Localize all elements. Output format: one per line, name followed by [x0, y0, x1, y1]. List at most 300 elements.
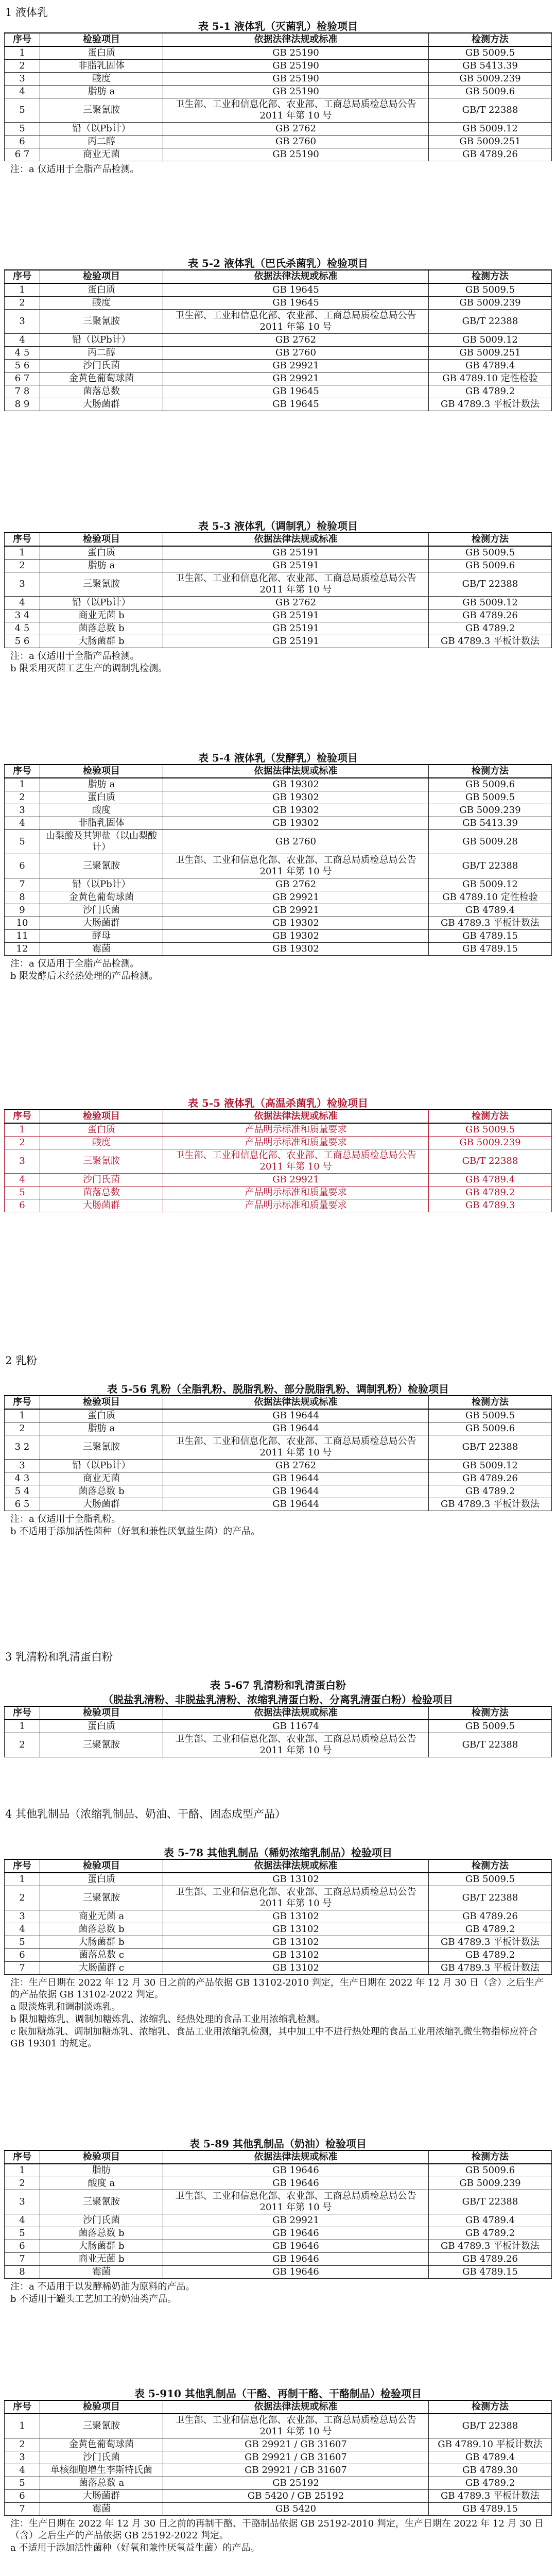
test-item: 蛋白质 [40, 1123, 163, 1137]
standard-basis: 卫生部、工业和信息化部、农业部、工商总局质检总局公告 2011 年第 10 号 [163, 1149, 429, 1174]
row-number: 3 [5, 1460, 40, 1472]
table-row [5, 1720, 552, 1733]
column-header: 检测方法 [429, 1396, 552, 1409]
test-method: GB 5009.12 [429, 597, 552, 609]
test-item: 大肠菌群 b [40, 1936, 163, 1949]
row-number: 6 [5, 1949, 40, 1962]
table-header-row [5, 1859, 552, 1873]
table-row [5, 60, 552, 73]
standard-basis: 卫生部、工业和信息化部、农业部、工商总局质检总局公告 2011 年第 10 号 [163, 98, 429, 123]
test-method: GB 5009.251 [429, 347, 552, 360]
test-method: GB 5009.239 [429, 2177, 552, 2190]
row-number: 3 4 [5, 609, 40, 622]
row-number: 8 9 [5, 398, 40, 411]
row-number: 1 [5, 2414, 40, 2438]
test-item: 铅（以Pb计） [40, 597, 163, 609]
test-item: 商业无菌 [40, 148, 163, 161]
standard-basis: GB 19645 [163, 385, 429, 398]
test-item: 大肠菌群 [40, 2490, 163, 2503]
standard-basis: 产品明示标准和质量要求 [163, 1199, 429, 1212]
table-row [5, 878, 552, 891]
table-row [5, 904, 552, 917]
row-number: 4 [5, 1174, 40, 1187]
column-header: 检测方法 [429, 2400, 552, 2414]
row-number: 5 [5, 123, 40, 135]
standard-basis: GB 19302 [163, 778, 429, 791]
test-item: 大肠菌群 [40, 398, 163, 411]
test-method: GB 5009.239 [429, 804, 552, 817]
table-note: a 限淡炼乳和调制淡炼乳。 [10, 2002, 121, 2012]
standard-basis: GB 25191 [163, 546, 429, 560]
table-caption: 表 5-4 液体乳（发酵乳）检验项目 [198, 752, 358, 764]
column-header: 序号 [5, 533, 40, 546]
column-header: 依据法律法规或标准 [163, 2400, 429, 2414]
test-item: 大肠菌群 b [40, 2240, 163, 2253]
standard-basis: GB 19302 [163, 817, 429, 830]
test-item: 丙二醇 [40, 347, 163, 360]
test-method: GB 5009.239 [429, 1137, 552, 1149]
test-item: 大肠菌群 [40, 1199, 163, 1212]
row-number: 4 3 [5, 1472, 40, 1485]
row-number: 4 [5, 2464, 40, 2477]
table-row [5, 1435, 552, 1460]
test-item: 酸度 [40, 73, 163, 86]
standard-basis: GB 19646 [163, 2253, 429, 2266]
column-header: 检验项目 [40, 2400, 163, 2414]
test-method: GB 4789.3 平板计数法 [429, 635, 552, 648]
row-number: 4 5 [5, 347, 40, 360]
standard-basis: GB 25191 [163, 635, 429, 648]
column-header: 依据法律法规或标准 [163, 1396, 429, 1409]
table-row [5, 360, 552, 372]
test-method: GB 4789.3 平板计数法 [429, 2240, 552, 2253]
standard-basis: GB 29921 [163, 372, 429, 385]
table-note: b 不适用于罐头工艺加工的奶油类产品。 [10, 2294, 177, 2304]
column-header: 依据法律法规或标准 [163, 2150, 429, 2164]
row-number: 5 6 [5, 635, 40, 648]
table-row [5, 334, 552, 347]
table-row [5, 372, 552, 385]
table-note: 注：生产日期在 2022 年 12 月 30 日之前的产品依据 GB 13102-2010 判定，生产日期在 2022 年 12 月 30 日（含）之后生产的产品依据 GB 13102-2022 判定。 [10, 1977, 544, 2000]
table-row [5, 398, 552, 411]
test-method: GB 5009.12 [429, 1460, 552, 1472]
row-number: 2 [5, 2438, 40, 2451]
column-header: 检验项目 [40, 270, 163, 283]
table-caption: 表 5-3 液体乳（调制乳）检验项目 [198, 520, 358, 532]
test-item: 脂肪 a [40, 1422, 163, 1435]
test-method: GB/T 22388 [429, 2190, 552, 2214]
column-header: 检验项目 [40, 1396, 163, 1409]
column-header: 检验项目 [40, 1859, 163, 1873]
column-header: 检验项目 [40, 765, 163, 778]
test-method: GB/T 22388 [429, 1149, 552, 1174]
row-number: 1 [5, 778, 40, 791]
test-item: 酸度 [40, 297, 163, 310]
column-header: 检验项目 [40, 533, 163, 546]
standard-basis: GB 25190 [163, 60, 429, 73]
test-method: GB 4789.4 [429, 1174, 552, 1187]
test-item: 酸度 [40, 804, 163, 817]
standard-basis: 卫生部、工业和信息化部、农业部、工商总局质检总局公告 2011 年第 10 号 [163, 310, 429, 334]
test-item: 非脂乳固体 [40, 60, 163, 73]
standard-basis: GB 19646 [163, 2266, 429, 2279]
standard-basis: GB 19644 [163, 1485, 429, 1498]
table-row [5, 1460, 552, 1472]
standard-basis: 卫生部、工业和信息化部、农业部、工商总局质检总局公告 2011 年第 10 号 [163, 572, 429, 597]
table-row [5, 1936, 552, 1949]
standard-basis: 卫生部、工业和信息化部、农业部、工商总局质检总局公告 2011 年第 10 号 [163, 2190, 429, 2214]
row-number: 2 [5, 2177, 40, 2190]
row-number: 3 [5, 2451, 40, 2464]
test-item: 大肠菌群 c [40, 1962, 163, 1975]
test-method: GB/T 22388 [429, 572, 552, 597]
row-number: 4 [5, 1923, 40, 1936]
table-row [5, 2164, 552, 2177]
test-method: GB 5009.5 [429, 1123, 552, 1137]
standard-basis: GB 25191 [163, 622, 429, 635]
standard-basis: GB 2762 [163, 878, 429, 891]
table-row [5, 283, 552, 297]
test-item: 菌落总数 b [40, 2227, 163, 2240]
table-note: b 不适用于添加活性菌种（好氧和兼性厌氧益生菌）的产品。 [10, 1526, 260, 1537]
column-header: 序号 [5, 1110, 40, 1123]
table-row [5, 2190, 552, 2214]
standard-basis: GB 13102 [163, 1949, 429, 1962]
standard-basis: GB 2762 [163, 334, 429, 347]
row-number: 9 [5, 904, 40, 917]
test-method: GB 4789.3 平板计数法 [429, 1936, 552, 1949]
test-item: 金黄色葡萄球菌 [40, 891, 163, 904]
test-item: 菌落总数 a [40, 2477, 163, 2490]
row-number: 5 6 [5, 360, 40, 372]
row-number: 3 [5, 804, 40, 817]
table-row [5, 148, 552, 161]
test-item: 三聚氰胺 [40, 1886, 163, 1910]
column-header: 序号 [5, 1396, 40, 1409]
test-method: GB/T 22388 [429, 1435, 552, 1460]
test-item: 单核细胞增生李斯特氏菌 [40, 2464, 163, 2477]
table-row [5, 1949, 552, 1962]
standard-basis: GB 25192 [163, 2477, 429, 2490]
standard-basis: 卫生部、工业和信息化部、农业部、工商总局质检总局公告 2011 年第 10 号 [163, 1733, 429, 1757]
standard-basis: GB 13102 [163, 1910, 429, 1923]
row-number: 8 [5, 2266, 40, 2279]
test-item: 三聚氰胺 [40, 2190, 163, 2214]
test-item: 三聚氰胺 [40, 2414, 163, 2438]
row-number: 11 [5, 930, 40, 943]
standard-basis: GB 25190 [163, 86, 429, 98]
table-caption: 表 5-56 乳粉（全脂乳粉、脱脂乳粉、部分脱脂乳粉、调制乳粉）检验项目 [107, 1383, 449, 1395]
table-caption: 表 5-910 其他乳制品（干酪、再制干酪、干酪制品）检验项目 [134, 2387, 422, 2400]
test-item: 蛋白质 [40, 1409, 163, 1422]
table-row [5, 2177, 552, 2190]
standard-basis: 卫生部、工业和信息化部、农业部、工商总局质检总局公告 2011 年第 10 号 [163, 1435, 429, 1460]
test-method: GB 4789.3 [429, 1199, 552, 1212]
standard-basis: GB 5420 [163, 2503, 429, 2516]
test-item: 蛋白质 [40, 1873, 163, 1886]
table-row [5, 597, 552, 609]
column-header: 检验项目 [40, 1110, 163, 1123]
table-row [5, 635, 552, 648]
table-row [5, 1923, 552, 1936]
test-method: GB 4789.4 [429, 2451, 552, 2464]
test-item: 菌落总数 [40, 1187, 163, 1199]
test-method: GB 5009.5 [429, 1720, 552, 1733]
table-row [5, 1409, 552, 1422]
test-method: GB 5009.6 [429, 86, 552, 98]
test-item: 三聚氰胺 [40, 1149, 163, 1174]
inspection-table [4, 1395, 552, 1511]
table-row [5, 917, 552, 930]
column-header: 检测方法 [429, 765, 552, 778]
test-item: 菌落总数 b [40, 622, 163, 635]
table-note: b 限采用灭菌工艺生产的调制乳检测。 [10, 663, 168, 674]
table-header-row [5, 270, 552, 283]
table-row [5, 1123, 552, 1137]
test-method: GB 5413.39 [429, 817, 552, 830]
standard-basis: GB 19644 [163, 1472, 429, 1485]
row-number: 1 [5, 46, 40, 60]
test-method: GB/T 22388 [429, 1886, 552, 1910]
inspection-table [4, 2150, 552, 2279]
standard-basis: GB 25190 [163, 148, 429, 161]
inspection-table [4, 32, 552, 161]
standard-basis: GB 19302 [163, 917, 429, 930]
test-method: GB 5009.6 [429, 560, 552, 572]
row-number: 2 [5, 1733, 40, 1757]
table-row [5, 930, 552, 943]
table-row [5, 123, 552, 135]
row-number: 1 [5, 1123, 40, 1137]
standard-basis: GB 2760 [163, 347, 429, 360]
test-method: GB 5413.39 [429, 60, 552, 73]
row-number: 2 [5, 297, 40, 310]
table-row [5, 2503, 552, 2516]
table-row [5, 2214, 552, 2227]
row-number: 5 [5, 830, 40, 854]
table-row [5, 804, 552, 817]
test-method: GB 4789.2 [429, 1485, 552, 1498]
row-number: 7 [5, 2253, 40, 2266]
standard-basis: GB 29921 [163, 2214, 429, 2227]
test-method: GB 4789.26 [429, 2253, 552, 2266]
test-item: 酸度 [40, 1137, 163, 1149]
table-row [5, 46, 552, 60]
test-method: GB 4789.15 [429, 2266, 552, 2279]
column-header: 依据法律法规或标准 [163, 765, 429, 778]
row-number: 2 [5, 60, 40, 73]
test-item: 三聚氰胺 [40, 1733, 163, 1757]
row-number: 2 [5, 791, 40, 804]
test-method: GB 5009.5 [429, 46, 552, 60]
row-number: 10 [5, 917, 40, 930]
table-row [5, 943, 552, 956]
standard-basis: GB 25190 [163, 73, 429, 86]
test-item: 菌落总数 b [40, 1923, 163, 1936]
row-number: 5 [5, 2227, 40, 2240]
column-header: 检验项目 [40, 2150, 163, 2164]
table-row [5, 1886, 552, 1910]
table-row [5, 1472, 552, 1485]
column-header: 依据法律法规或标准 [163, 1110, 429, 1123]
test-method: GB 4789.4 [429, 360, 552, 372]
test-method: GB/T 22388 [429, 98, 552, 123]
test-item: 菌落总数 [40, 385, 163, 398]
test-method: GB 5009.28 [429, 830, 552, 854]
test-item: 大肠菌群 [40, 1498, 163, 1511]
test-method: GB 5009.12 [429, 878, 552, 891]
test-item: 蛋白质 [40, 791, 163, 804]
test-item: 三聚氰胺 [40, 98, 163, 123]
standard-basis: GB 13102 [163, 1962, 429, 1975]
column-header: 依据法律法规或标准 [163, 33, 429, 46]
row-number: 6 5 [5, 1498, 40, 1511]
test-item: 蛋白质 [40, 46, 163, 60]
row-number: 1 [5, 546, 40, 560]
row-number: 3 [5, 572, 40, 597]
standard-basis: GB 25190 [163, 46, 429, 60]
column-header: 检验项目 [40, 33, 163, 46]
table-row [5, 297, 552, 310]
row-number: 4 [5, 334, 40, 347]
test-item: 酸度 a [40, 2177, 163, 2190]
test-item: 铅（以Pb计） [40, 1460, 163, 1472]
row-number: 3 [5, 73, 40, 86]
test-item: 丙二醇 [40, 135, 163, 148]
table-row [5, 2266, 552, 2279]
test-item: 商业无菌 a [40, 1910, 163, 1923]
row-number: 2 [5, 1137, 40, 1149]
row-number: 5 [5, 1187, 40, 1199]
standard-basis: GB 19646 [163, 2177, 429, 2190]
standard-basis: GB 19644 [163, 1498, 429, 1511]
table-row [5, 2477, 552, 2490]
table-row [5, 1962, 552, 1975]
standard-basis: GB 29921 / GB 31607 [163, 2438, 429, 2451]
table-header-row [5, 2400, 552, 2414]
table-header-row [5, 1706, 552, 1720]
table-row [5, 791, 552, 804]
test-method: GB 4789.4 [429, 904, 552, 917]
table-row [5, 347, 552, 360]
table-caption: 表 5-67 乳清粉和乳清蛋白粉 [210, 1679, 346, 1691]
test-item: 沙门氏菌 [40, 2451, 163, 2464]
table-row [5, 86, 552, 98]
test-method: GB 4789.15 [429, 930, 552, 943]
column-header: 检测方法 [429, 2150, 552, 2164]
table-note: 注：a 仅适用于全脂乳粉。 [10, 1514, 121, 1524]
test-method: GB 4789.3 平板计数法 [429, 398, 552, 411]
test-method: GB 5009.12 [429, 334, 552, 347]
test-item: 沙门氏菌 [40, 904, 163, 917]
test-item: 商业无菌 [40, 1472, 163, 1485]
column-header: 检测方法 [429, 33, 552, 46]
test-item: 蛋白质 [40, 1720, 163, 1733]
test-method: GB 5009.6 [429, 778, 552, 791]
row-number: 1 [5, 1720, 40, 1733]
test-method: GB 4789.30 [429, 2464, 552, 2477]
table-row [5, 2451, 552, 2464]
standard-basis: GB 19302 [163, 930, 429, 943]
row-number: 5 [5, 2477, 40, 2490]
test-method: GB 4789.2 [429, 1949, 552, 1962]
table-note: 注：a 仅适用于全脂产品检测。 [10, 958, 140, 969]
table-row [5, 2227, 552, 2240]
table-note: a 不适用于添加活性菌种（好氧和兼性厌氧益生菌）的产品。 [10, 2543, 260, 2553]
inspection-table [4, 764, 552, 956]
test-method: GB 4789.26 [429, 1910, 552, 1923]
test-method: GB 5009.12 [429, 123, 552, 135]
column-header: 检验项目 [40, 1706, 163, 1720]
test-method: GB 5009.239 [429, 73, 552, 86]
table-row [5, 73, 552, 86]
table-row [5, 1422, 552, 1435]
test-method: GB 4789.26 [429, 1472, 552, 1485]
standard-basis: GB 2762 [163, 123, 429, 135]
standard-basis: GB 19644 [163, 1409, 429, 1422]
table-row [5, 310, 552, 334]
test-item: 沙门氏菌 [40, 360, 163, 372]
row-number: 4 [5, 597, 40, 609]
column-header: 序号 [5, 2150, 40, 2164]
row-number: 4 [5, 817, 40, 830]
table-row [5, 2490, 552, 2503]
test-method: GB 4789.4 [429, 2214, 552, 2227]
row-number: 3 [5, 310, 40, 334]
test-method: GB 4789.3 平板计数法 [429, 1498, 552, 1511]
table-row [5, 830, 552, 854]
test-item: 三聚氰胺 [40, 1435, 163, 1460]
table-note: c 限加糖炼乳、调制加糖炼乳、浓缩乳、食品工业用浓缩乳检测，其中加工中不进行热处理的食品工业用浓缩乳微生物指标应符合 GB 19301 的规定。 [10, 2026, 537, 2049]
test-method: GB 4789.2 [429, 1923, 552, 1936]
column-header: 序号 [5, 33, 40, 46]
table-row [5, 1199, 552, 1212]
table-row [5, 135, 552, 148]
table-caption: 表 5-5 液体乳（高温杀菌乳）检验项目 [187, 1097, 369, 1109]
table-caption: 表 5-78 其他乳制品（稀奶浓缩乳制品）检验项目 [164, 1846, 392, 1859]
table-row [5, 1733, 552, 1757]
test-item: 商业无菌 b [40, 609, 163, 622]
test-method: GB 4789.10 定性检验 [429, 372, 552, 385]
test-method: GB 5009.6 [429, 1422, 552, 1435]
row-number: 2 [5, 1886, 40, 1910]
test-method: GB 4789.15 [429, 943, 552, 956]
row-number: 1 [5, 283, 40, 297]
test-method: GB/T 22388 [429, 2414, 552, 2438]
row-number: 7 8 [5, 385, 40, 398]
test-method: GB 4789.3 平板计数法 [429, 1962, 552, 1975]
test-method: GB 4789.2 [429, 1187, 552, 1199]
section-heading: 2 乳粉 [5, 1354, 38, 1367]
inspection-table [4, 532, 552, 648]
column-header: 检测方法 [429, 1859, 552, 1873]
row-number: 2 [5, 560, 40, 572]
table-row [5, 560, 552, 572]
table-row [5, 546, 552, 560]
test-method: GB 4789.10 定性检验 [429, 891, 552, 904]
test-method: GB 5009.251 [429, 135, 552, 148]
table-row [5, 1174, 552, 1187]
table-note: 注：a 仅适用于全脂产品检测。 [10, 651, 140, 662]
standard-basis: GB 25191 [163, 560, 429, 572]
standard-basis: GB 2762 [163, 1460, 429, 1472]
test-method: GB 4789.3 平板计数法 [429, 2490, 552, 2503]
table-note: b 限加糖炼乳、调制加糖炼乳、浓缩乳、经热处理的食品工业用浓缩乳检测。 [10, 2014, 325, 2025]
test-item: 三聚氰胺 [40, 854, 163, 878]
test-method: GB 4789.3 平板计数法 [429, 917, 552, 930]
row-number: 3 2 [5, 1435, 40, 1460]
standard-basis: 产品明示标准和质量要求 [163, 1187, 429, 1199]
